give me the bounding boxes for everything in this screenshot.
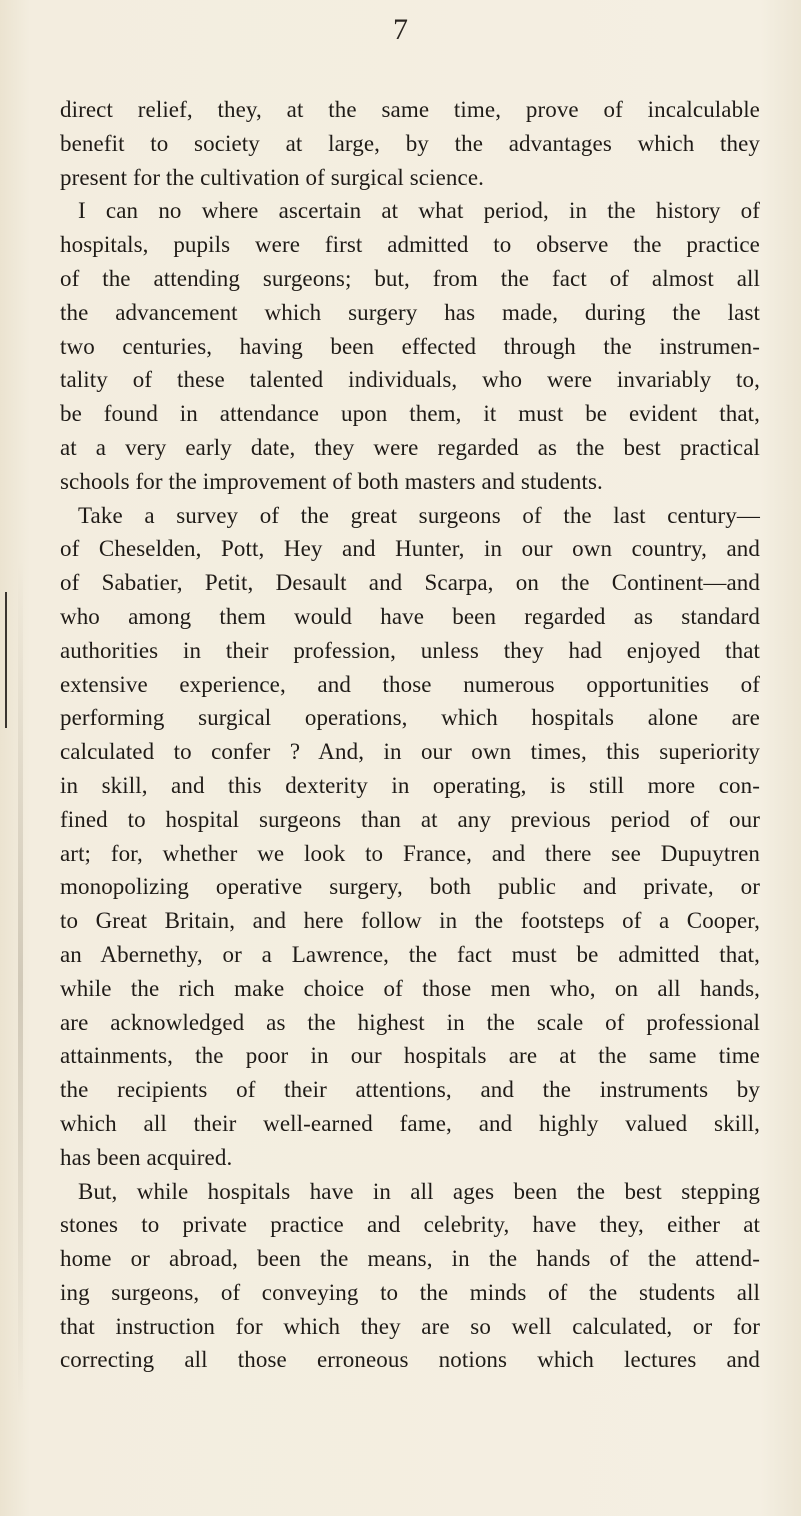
text-line: present for the cultivation of surgical science. bbox=[60, 164, 484, 190]
text-line: home or abroad, been the means, in the hands of the attend- bbox=[60, 1246, 760, 1272]
text-line: of Cheselden, Pott, Hey and Hunter, in our own country, and bbox=[60, 536, 760, 562]
text-line: at a very early date, they were regarded as the best practical bbox=[60, 434, 760, 460]
text-line: art; for, whether we look to France, and there see Dupuytren bbox=[60, 840, 760, 866]
text-line: while the rich make choice of those men who, on all hands, bbox=[60, 975, 760, 1001]
text-line: hospitals, pupils were first admitted to observe the practice bbox=[60, 232, 760, 258]
margin-shadow bbox=[18, 560, 23, 1410]
text-line: which all their well-earned fame, and highly valued skill, bbox=[60, 1110, 760, 1136]
text-line: authorities in their profession, unless they had enjoyed that bbox=[60, 637, 760, 663]
text-line: in skill, and this dexterity in operating, is still more con- bbox=[60, 772, 760, 798]
text-line: schools for the improvement of both masters and students. bbox=[60, 468, 603, 494]
text-line: extensive experience, and those numerous opportunities of bbox=[60, 671, 760, 697]
text-line: be found in attendance upon them, it must be evident that, bbox=[60, 401, 760, 427]
text-line: attainments, the poor in our hospitals are at the same time bbox=[60, 1043, 760, 1069]
text-line: the advancement which surgery has made, during the last bbox=[60, 299, 760, 325]
text-line: that instruction for which they are so well calculated, or for bbox=[60, 1313, 760, 1339]
text-line: of the attending surgeons; but, from the fact of almost all bbox=[60, 265, 760, 291]
text-line: of Sabatier, Petit, Desault and Scarpa, on the Continent—and bbox=[60, 570, 760, 596]
margin-rule bbox=[5, 592, 7, 728]
text-line: has been acquired. bbox=[60, 1144, 233, 1170]
text-line: to Great Britain, and here follow in the footsteps of a Cooper, bbox=[60, 908, 760, 934]
text-line: two centuries, having been effected through the instrumen- bbox=[60, 333, 760, 359]
text-line: benefit to society at large, by the advantages which they bbox=[60, 130, 760, 156]
text-line: an Abernethy, or a Lawrence, the fact must be admitted that, bbox=[60, 941, 760, 967]
text-line: the recipients of their attentions, and the instruments by bbox=[60, 1077, 760, 1103]
paragraph-start-line: Take a survey of the great surgeons of the last century— bbox=[78, 502, 760, 528]
paragraph-start-line: I can no where ascertain at what period, in the history of bbox=[78, 198, 760, 224]
text-line: correcting all those erroneous notions which lectures and bbox=[60, 1347, 760, 1373]
text-line: ing surgeons, of conveying to the minds of the students all bbox=[60, 1279, 760, 1305]
body-text bbox=[60, 93, 760, 1377]
text-line: monopolizing operative surgery, both public and private, or bbox=[60, 874, 760, 900]
text-line: are acknowledged as the highest in the scale of professional bbox=[60, 1009, 760, 1035]
text-line: tality of these talented individuals, who were invariably to, bbox=[60, 367, 760, 393]
text-line: direct relief, they, at the same time, prove of incalculable bbox=[60, 97, 760, 122]
text-line: fined to hospital surgeons than at any previous period of our bbox=[60, 806, 760, 832]
text-line: stones to private practice and celebrity, have they, either at bbox=[60, 1212, 760, 1238]
text-line: calculated to confer ? And, in our own times, this superiority bbox=[60, 739, 760, 765]
page-number: 7 bbox=[393, 13, 408, 46]
text-line: performing surgical operations, which hospitals alone are bbox=[60, 705, 760, 731]
text-line: who among them would have been regarded as standard bbox=[60, 603, 760, 629]
paragraph-start-line: But, while hospitals have in all ages been the best stepping bbox=[78, 1178, 760, 1204]
